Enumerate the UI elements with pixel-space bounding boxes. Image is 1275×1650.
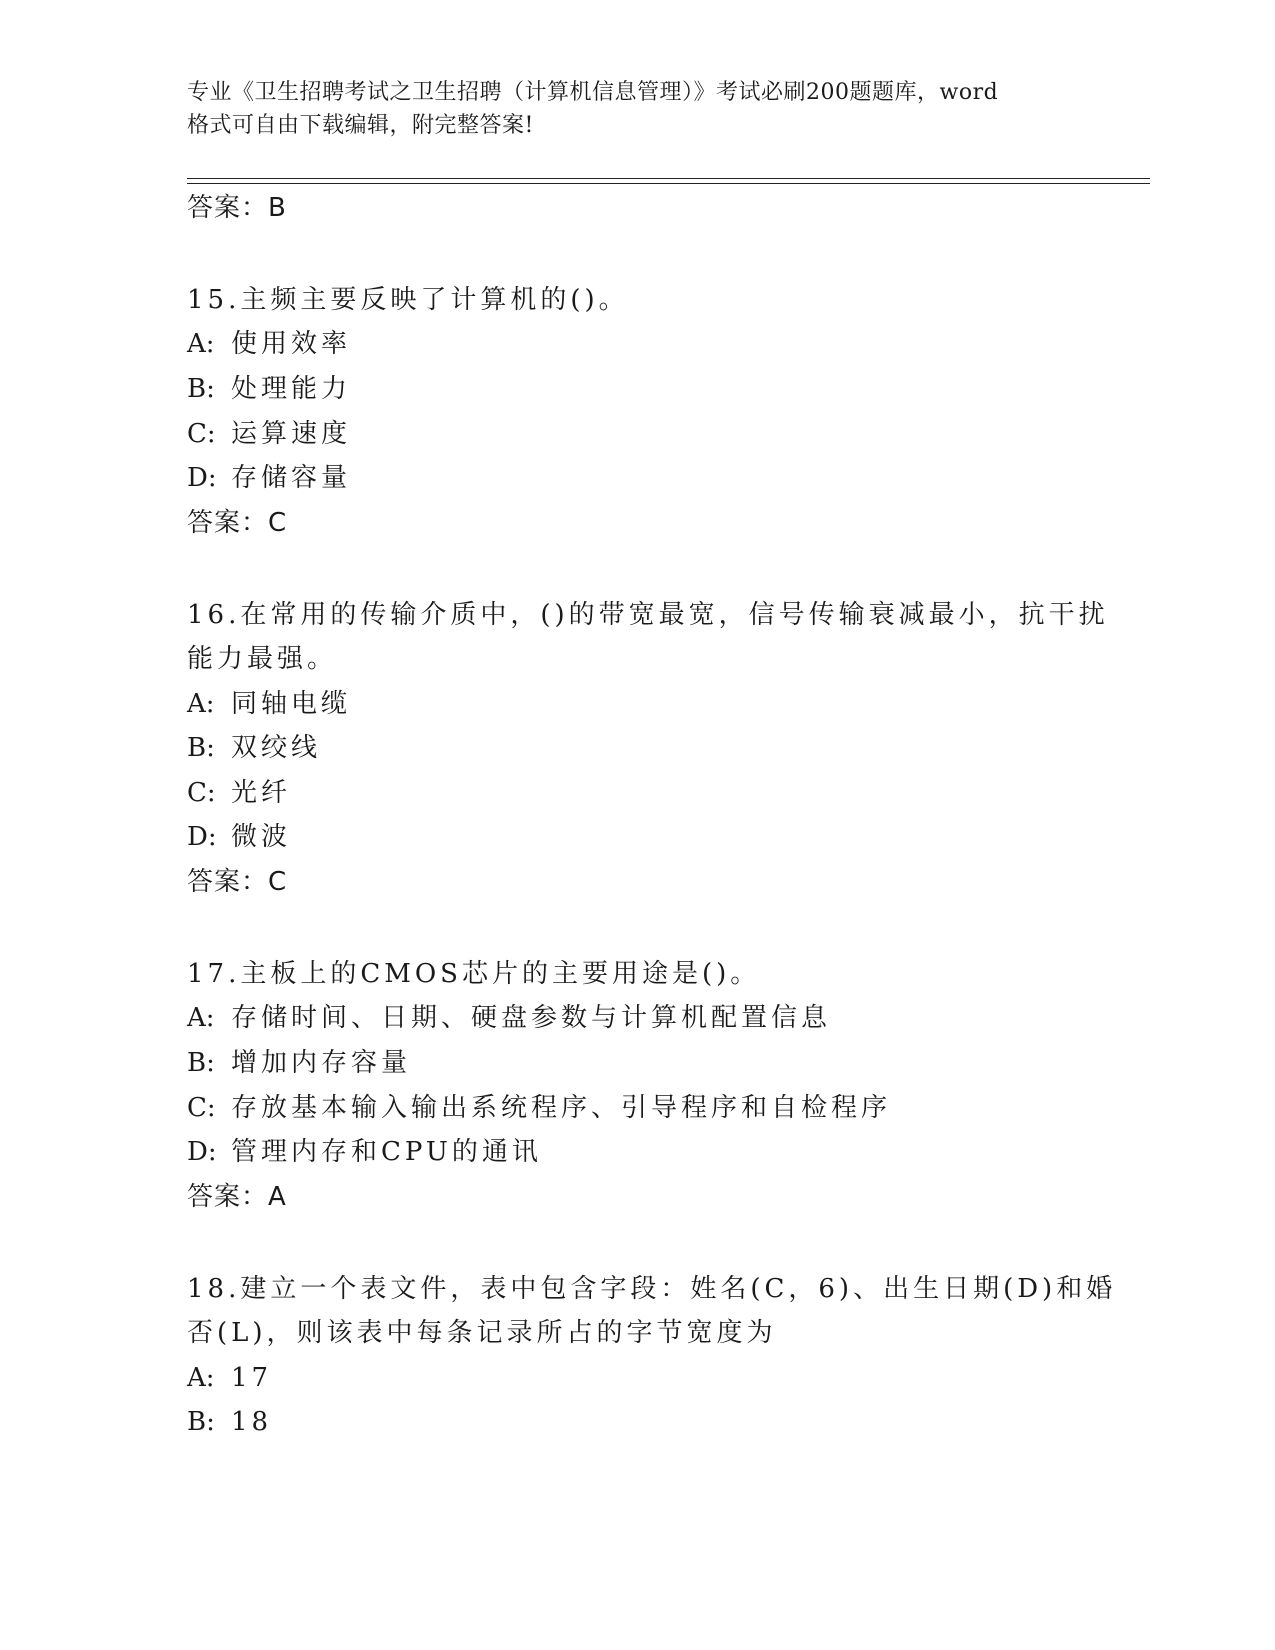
option-text: 存储时间、日期、硬盘参数与计算机配置信息 — [231, 1003, 832, 1033]
question-15-option-a — [187, 326, 351, 362]
question-15-option-b — [187, 371, 351, 407]
question-15-stem: 15.主频主要反映了计算机的()。 — [187, 285, 629, 315]
header-line-2: 格式可自由下载编辑，附完整答案! — [187, 113, 534, 138]
option-text: 管理内存和CPU的通讯 — [231, 1137, 542, 1167]
option-letter: A: — [187, 1003, 215, 1033]
option-text: 使用效率 — [231, 329, 352, 359]
option-letter: D: — [187, 463, 217, 493]
header-divider-top — [187, 178, 1150, 179]
option-letter: B: — [187, 1048, 215, 1078]
question-18-option-b — [187, 1404, 272, 1440]
option-letter: C: — [187, 419, 216, 449]
option-text: 微波 — [231, 822, 292, 852]
header-divider-bottom — [187, 183, 1150, 184]
question-16-option-b — [187, 730, 321, 766]
option-text: 存放基本输入输出系统程序、引导程序和自检程序 — [231, 1093, 892, 1123]
question-15-answer: 答案：C — [187, 508, 288, 538]
question-16-answer: 答案：C — [187, 867, 288, 897]
question-17-option-b — [187, 1045, 411, 1081]
header-line-1: 专业《卫生招聘考试之卫生招聘（计算机信息管理）》考试必刷200题题库，word — [187, 80, 999, 105]
question-17-option-a — [187, 1000, 831, 1036]
option-text: 处理能力 — [231, 374, 352, 404]
previous-answer: 答案：B — [187, 193, 287, 223]
option-text: 同轴电缆 — [231, 689, 352, 719]
option-text: 17 — [231, 1363, 273, 1393]
question-16-stem-line-1: 16.在常用的传输介质中，()的带宽最宽，信号传输衰减最小，抗干扰 — [187, 600, 1109, 630]
question-16-option-d — [187, 819, 291, 855]
question-18-stem-line-1: 18.建立一个表文件，表中包含字段：姓名(C，6)、出生日期(D)和婚 — [187, 1274, 1117, 1304]
option-text: 光纤 — [231, 778, 292, 808]
option-letter: B: — [187, 1407, 215, 1437]
question-16-option-c — [187, 775, 291, 811]
option-text: 双绞线 — [231, 733, 322, 763]
question-16-stem-line-2: 能力最强。 — [187, 644, 338, 674]
option-letter: B: — [187, 733, 215, 763]
question-16-option-a — [187, 686, 351, 722]
option-letter: D: — [187, 822, 217, 852]
option-letter: B: — [187, 374, 215, 404]
option-letter: D: — [187, 1137, 217, 1167]
option-letter: A: — [187, 689, 215, 719]
question-15-option-c — [187, 416, 351, 452]
question-18-option-a — [187, 1360, 272, 1396]
document-header — [187, 76, 1087, 142]
option-text: 运算速度 — [231, 419, 352, 449]
option-letter: A: — [187, 329, 215, 359]
question-17-option-c — [187, 1090, 891, 1126]
option-letter: C: — [187, 1093, 216, 1123]
option-text: 18 — [231, 1407, 273, 1437]
question-17-answer: 答案：A — [187, 1182, 287, 1212]
question-17-option-d — [187, 1134, 542, 1170]
option-letter: A: — [187, 1363, 215, 1393]
option-text: 增加内存容量 — [231, 1048, 412, 1078]
question-17-stem: 17.主板上的CMOS芯片的主要用途是()。 — [187, 959, 761, 989]
option-text: 存储容量 — [231, 463, 352, 493]
option-letter: C: — [187, 778, 216, 808]
question-15-option-d — [187, 460, 351, 496]
question-18-stem-line-2: 否(L)，则该表中每条记录所占的字节宽度为 — [187, 1318, 777, 1348]
